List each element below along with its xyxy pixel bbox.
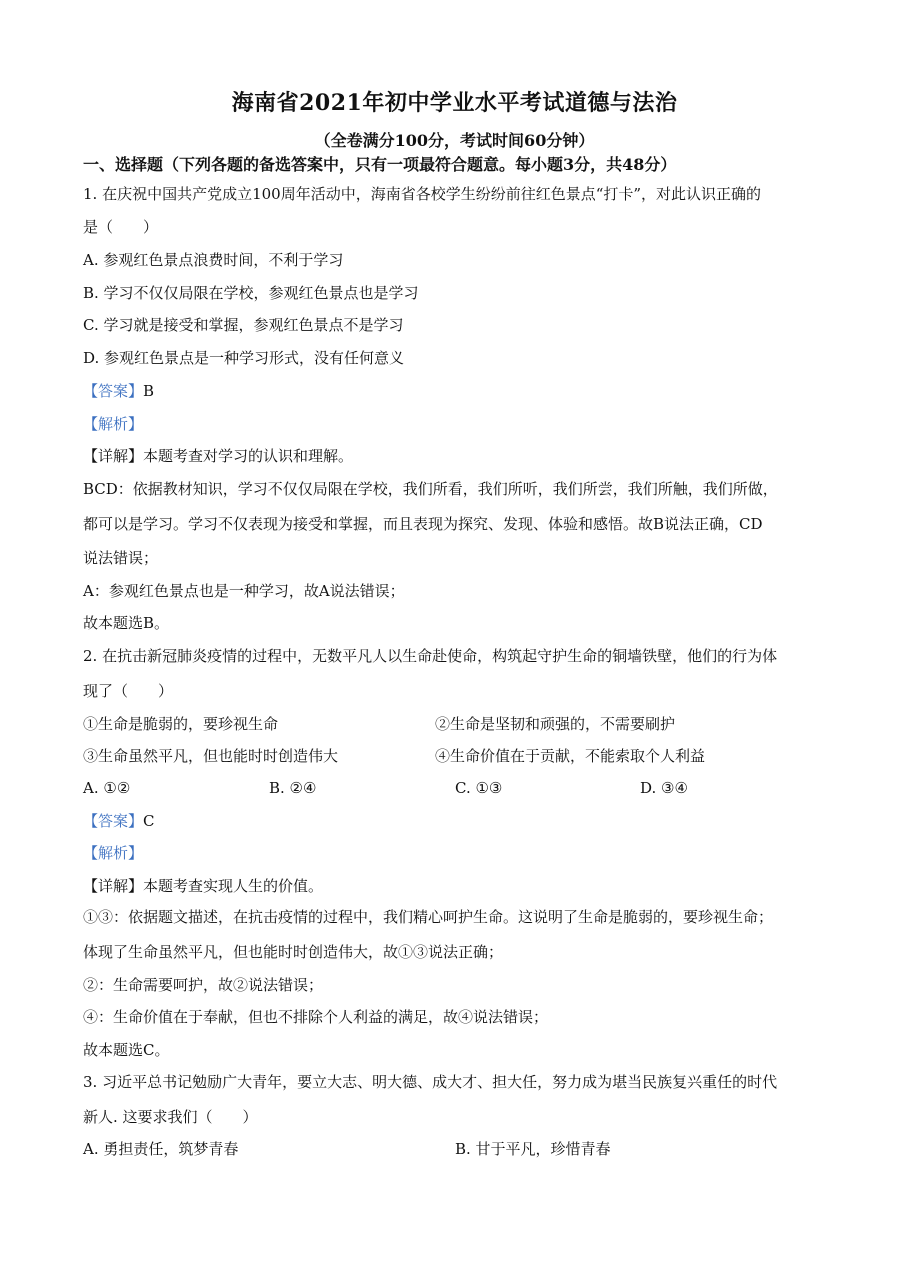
q1-explanation-4: A：参观红色景点也是一种学习，故A说法错误； bbox=[83, 582, 405, 600]
answer-value: B bbox=[143, 382, 155, 400]
q2-statement-1: ①生命是脆弱的，要珍视生命 bbox=[83, 715, 279, 733]
q2-option-d: D. ③④ bbox=[640, 779, 688, 797]
page-subtitle: （全卷满分100分，考试时间60分钟） bbox=[314, 131, 595, 150]
q3-option-b: B. 甘于平凡，珍惜青春 bbox=[455, 1140, 611, 1158]
q1-stem-line1: 1. 在庆祝中国共产党成立100周年活动中，海南省各校学生纷纷前往红色景点“打卡”，对此认识正确的 bbox=[83, 185, 762, 203]
q2-option-b: B. ②④ bbox=[269, 779, 317, 797]
q1-detail: 【详解】本题考查对学习的认识和理解。 bbox=[83, 447, 354, 465]
q1-explanation-3: 说法错误； bbox=[83, 549, 159, 567]
section-heading: 一、选择题（下列各题的备选答案中，只有一项最符合题意。每小题3分，共48分） bbox=[83, 155, 677, 174]
q1-option-c: C. 学习就是接受和掌握，参观红色景点不是学习 bbox=[83, 316, 404, 334]
q2-stem-line1: 2. 在抗击新冠肺炎疫情的过程中，无数平凡人以生命赴使命，构筑起守护生命的铜墙铁壁，他们的行为体 bbox=[83, 647, 778, 665]
q1-explanation-1: BCD：依据教材知识，学习不仅仅局限在学校，我们所看，我们所听，我们所尝，我们所触，我们所做， bbox=[83, 480, 778, 498]
q2-stem-line2: 现了（ ） bbox=[83, 682, 174, 700]
q2-option-c: C. ①③ bbox=[455, 779, 503, 797]
answer-tag: 【答案】 bbox=[83, 812, 144, 830]
q2-statement-2: ②生命是坚韧和顽强的，不需要刷护 bbox=[435, 715, 676, 733]
q2-explanation-3: ②：生命需要呵护，故②说法错误； bbox=[83, 976, 324, 994]
q1-answer bbox=[83, 381, 154, 401]
q2-statement-3: ③生命虽然平凡，但也能时时创造伟大 bbox=[83, 747, 339, 765]
page-title: 海南省2021年初中学业水平考试道德与法治 bbox=[231, 90, 678, 116]
q2-explanation-5: 故本题选C。 bbox=[83, 1041, 170, 1059]
q2-explanation-4: ④：生命价值在于奉献，但也不排除个人利益的满足，故④说法错误； bbox=[83, 1008, 549, 1026]
q2-explanation-2: 体现了生命虽然平凡，但也能时时创造伟大，故①③说法正确； bbox=[83, 943, 504, 961]
q3-option-a: A. 勇担责任，筑梦青春 bbox=[83, 1140, 239, 1158]
q2-answer bbox=[83, 811, 155, 831]
q1-stem-line2: 是（ ） bbox=[83, 218, 159, 236]
q2-detail: 【详解】本题考查实现人生的价值。 bbox=[83, 877, 324, 895]
q1-option-b: B. 学习不仅仅局限在学校，参观红色景点也是学习 bbox=[83, 284, 419, 302]
q2-analysis-tag: 【解析】 bbox=[83, 844, 144, 862]
q2-statement-4: ④生命价值在于贡献，不能索取个人利益 bbox=[435, 747, 706, 765]
q3-stem-line1: 3. 习近平总书记勉励广大青年，要立大志、明大德、成大才、担大任，努力成为堪当民族复兴重任的时代 bbox=[83, 1073, 778, 1091]
q1-explanation-2: 都可以是学习。学习不仅表现为接受和掌握，而且表现为探究、发现、体验和感悟。故B说法正确，CD bbox=[83, 515, 763, 533]
q1-explanation-5: 故本题选B。 bbox=[83, 614, 170, 632]
q3-stem-line2: 新人. 这要求我们（ ） bbox=[83, 1108, 258, 1126]
q2-explanation-1: ①③：依据题文描述，在抗击疫情的过程中，我们精心呵护生命。这说明了生命是脆弱的，要珍视生命； bbox=[83, 908, 774, 926]
answer-tag: 【答案】 bbox=[83, 382, 144, 400]
q2-option-a: A. ①② bbox=[83, 779, 131, 797]
q1-option-d: D. 参观红色景点是一种学习形式，没有任何意义 bbox=[83, 349, 405, 367]
q1-analysis-tag: 【解析】 bbox=[83, 415, 144, 433]
answer-value: C bbox=[143, 812, 155, 830]
q1-option-a: A. 参观红色景点浪费时间，不利于学习 bbox=[83, 251, 344, 269]
